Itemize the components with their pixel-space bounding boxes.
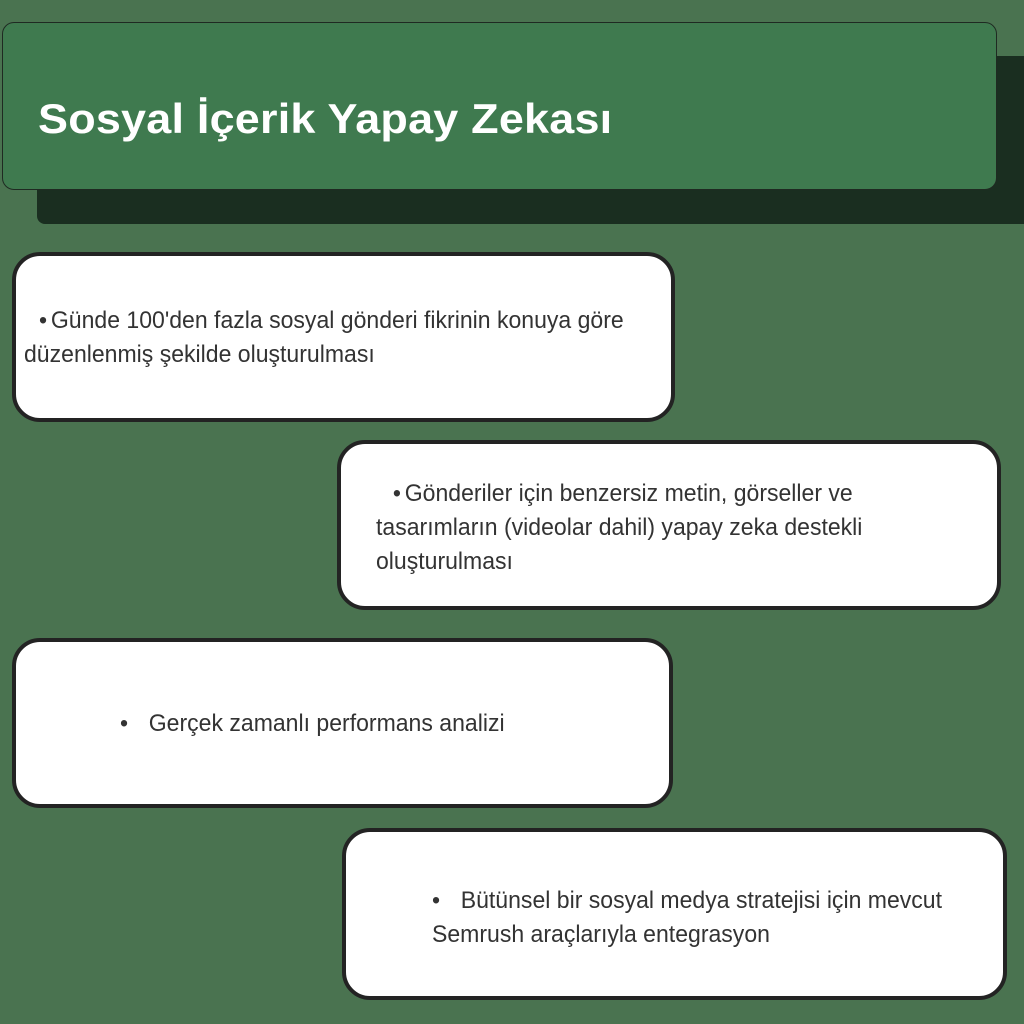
feature-card xyxy=(342,828,1007,1000)
feature-text: Gönderiler için benzersiz metin, görseller ve tasarımların (videolar dahil) yapay zeka destekli oluşturulması xyxy=(376,480,863,575)
feature-text-wrapper xyxy=(432,884,958,952)
feature-text: Gerçek zamanlı performans analizi xyxy=(148,710,505,737)
bullet-icon: • xyxy=(432,887,441,914)
feature-card xyxy=(337,440,1001,610)
feature-card xyxy=(12,638,673,808)
feature-text: Günde 100'den fazla sosyal gönderi fikrinin konuya göre düzenlenmiş şekilde oluşturulması xyxy=(24,307,624,368)
feature-card xyxy=(12,252,675,422)
bullet-icon: • xyxy=(392,480,401,507)
feature-text: Bütünsel bir sosyal medya stratejisi için mevcut Semrush araçlarıyla entegrasyon xyxy=(432,887,943,948)
feature-text-wrapper xyxy=(24,304,673,372)
bullet-icon: • xyxy=(120,710,129,737)
feature-text-wrapper xyxy=(376,477,978,579)
feature-text-wrapper xyxy=(120,707,609,741)
bullet-icon: • xyxy=(39,307,48,334)
page-title: Sosyal İçerik Yapay Zekası xyxy=(38,95,613,142)
header-banner xyxy=(2,22,997,190)
